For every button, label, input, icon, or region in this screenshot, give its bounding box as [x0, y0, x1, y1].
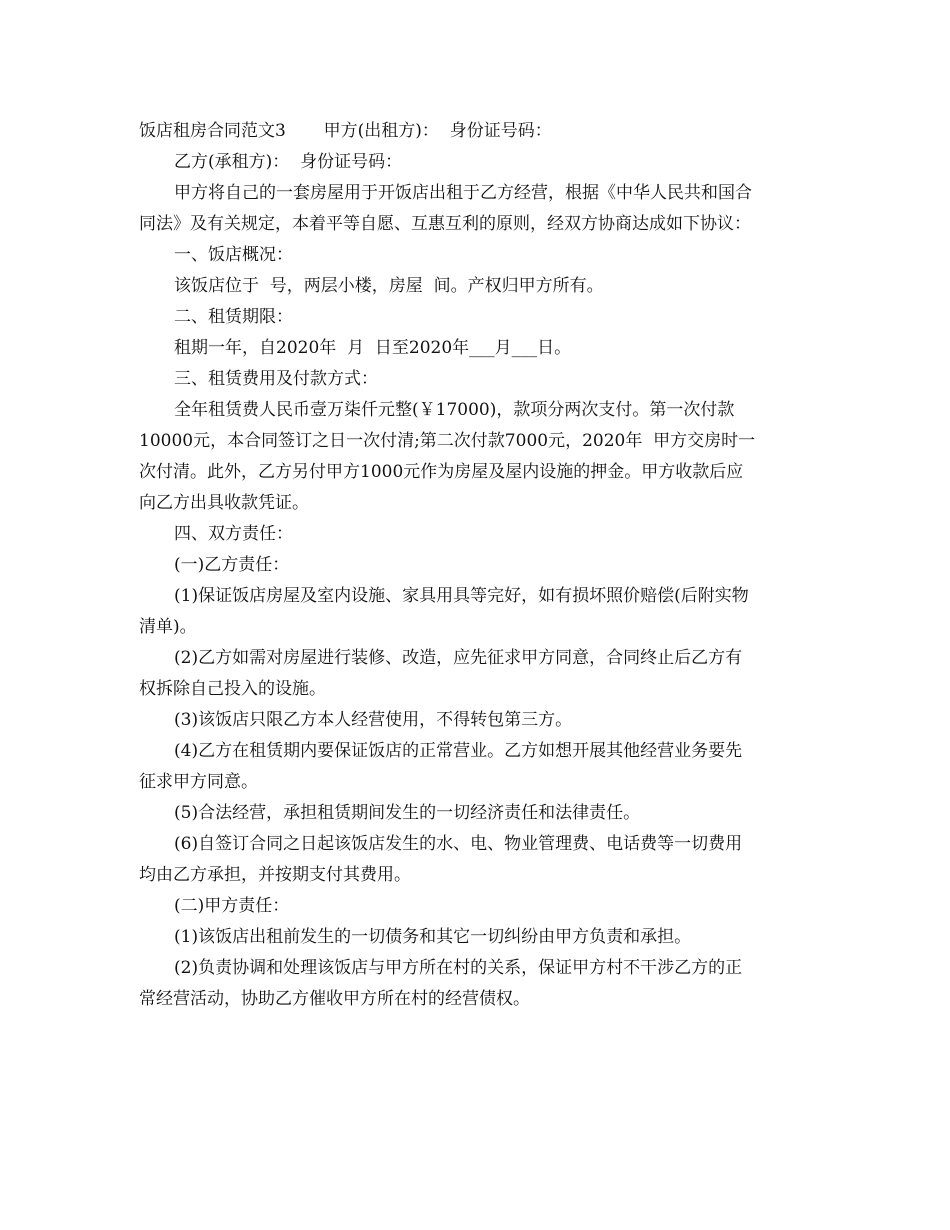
text-line: (1)该饭店出租前发生的一切债务和其它一切纠纷由甲方负责和承担。 — [174, 927, 692, 947]
text-line: 征求甲方同意。 — [139, 772, 258, 792]
text-line: 10000元，本合同签订之日一次付清;第二次付款7000元，2020年 甲方交房时一 — [139, 431, 756, 451]
text-line: (2)乙方如需对房屋进行装修、改造，应先征求甲方同意，合同终止后乙方有 — [174, 648, 743, 668]
text-line: (6)自签订合同之日起该饭店发生的水、电、物业管理费、电话费等一切费用 — [174, 834, 743, 854]
section-heading: 三、租赁费用及付款方式： — [174, 369, 378, 389]
text-line: 权拆除自己投入的设施。 — [139, 679, 326, 699]
text-line: (4)乙方在租赁期内要保证饭店的正常营业。乙方如想开展其他经营业务要先 — [174, 741, 743, 761]
subsection-heading: (二)甲方责任： — [174, 896, 290, 916]
text-line: 全年租赁费人民币壹万柒仟元整(￥17000)，款项分两次支付。第一次付款 — [174, 400, 735, 420]
text-line: 常经营活动，协助乙方催收甲方所在村的经营债权。 — [139, 989, 530, 1009]
text-line: 该饭店位于 号，两层小楼，房屋 间。产权归甲方所有。 — [174, 276, 604, 296]
text-line: (5)合法经营，承担租赁期间发生的一切经济责任和法律责任。 — [174, 803, 641, 823]
text-line: 次付清。此外，乙方另付甲方1000元作为房屋及屋内设施的押金。甲方收款后应 — [139, 462, 744, 482]
text-line: (2)负责协调和处理该饭店与甲方所在村的关系，保证甲方村不干涉乙方的正 — [174, 958, 743, 978]
text-line: (3)该饭店只限乙方本人经营使用，不得转包第三方。 — [174, 710, 573, 730]
contract-body — [139, 116, 815, 1015]
text-line: 同法》及有关规定，本着平等自愿、互惠互利的原则，经双方协商达成如下协议： — [139, 214, 751, 234]
text-line: 均由乙方承担，并按期支付其费用。 — [139, 865, 411, 885]
section-heading: 二、租赁期限： — [174, 307, 293, 327]
text-line: 饭店租房合同范文3 甲方(出租方)： 身份证号码： — [139, 121, 552, 141]
section-heading: 四、双方责任： — [174, 524, 293, 544]
text-line: 租期一年，自2020年 月 日至2020年___月___日。 — [174, 338, 572, 358]
text-line: 向乙方出具收款凭证。 — [139, 493, 309, 513]
section-heading: 一、饭店概况： — [174, 245, 293, 265]
text-line: 甲方将自己的一套房屋用于开饭店出租于乙方经营，根据《中华人民共和国合 — [174, 183, 752, 203]
subsection-heading: (一)乙方责任： — [174, 555, 290, 575]
text-line: 清单)。 — [139, 617, 197, 637]
text-line: (1)保证饭店房屋及室内设施、家具用具等完好，如有损坏照价赔偿(后附实物 — [174, 586, 749, 606]
text-line: 乙方(承租方)： 身份证号码： — [174, 152, 403, 172]
